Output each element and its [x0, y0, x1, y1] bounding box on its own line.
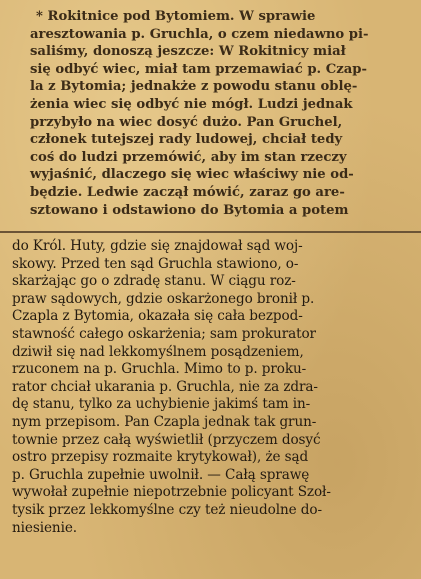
- top-article-line: * Rokitnice pod Bytomiem. W sprawie: [36, 9, 316, 24]
- bottom-article-line: niesienie.: [12, 519, 77, 536]
- top-article-line: będzie. Ledwie zaczął mówić, zaraz go are-: [30, 184, 345, 200]
- bottom-article-line: wywołał zupełnie niepotrzebnie policyant Szoł-: [12, 484, 331, 501]
- top-article-line: wyjaśnić, dlaczego się wiec właściwy nie od-: [30, 167, 354, 183]
- top-article-line: przybyło na wiec dosyć dużo. Pan Gruchel,: [30, 114, 343, 130]
- bottom-article-line: skowy. Przed ten sąd Gruchla stawiono, o-: [12, 255, 299, 272]
- bottom-article-line: tysik przez lekkomyślne czy też nieudolne do-: [12, 501, 322, 518]
- bottom-article-line: dę stanu, tylko za uchybienie jakimś tam in-: [12, 396, 311, 413]
- bottom-article-line: rzuconem na p. Gruchla. Mimo to p. proku-: [12, 361, 307, 378]
- column-divider: [0, 231, 421, 233]
- top-article-line: żenia wiec się odbyć nie mógł. Ludzi jednak: [30, 96, 353, 112]
- bottom-article-line: ostro przepisy rozmaite krytykował), że sąd: [12, 449, 309, 466]
- bottom-article: [0, 238, 421, 578]
- top-article-line: się odbyć wiec, miał tam przemawiać p. Czap-: [30, 61, 367, 77]
- bottom-article-line: do Król. Huty, gdzie się znajdował sąd woj-: [12, 238, 303, 254]
- bottom-article-line: nym przepisom. Pan Czapla jednak tak grun-: [12, 413, 317, 430]
- top-article-line: aresztowania p. Gruchla, o czem niedawno pi-: [30, 26, 369, 42]
- top-article-line: sztowano i odstawiono do Bytomia a potem: [30, 202, 349, 218]
- bottom-article-line: townie przez całą wyświetlił (przyczem dosyć: [12, 431, 321, 448]
- bottom-article-line: rator chciał ukarania p. Gruchla, nie za zdra-: [12, 378, 318, 395]
- top-article: [0, 0, 421, 230]
- bottom-article-line: p. Gruchla zupełnie uwolnił. — Całą sprawę: [12, 466, 310, 483]
- bottom-article-line: skarżając go o zdradę stanu. W ciągu roz-: [12, 273, 296, 290]
- top-article-line: saliśmy, donoszą jeszcze: W Rokitnicy miał: [30, 44, 346, 60]
- bottom-article-line: Czapla z Bytomia, okazała się cała bezpod-: [12, 308, 303, 325]
- top-article-line: la z Bytomia; jednakże z powodu stanu oblę-: [30, 79, 358, 95]
- top-article-line: coś do ludzi przemówić, aby im stan rzeczy: [30, 149, 347, 165]
- bottom-article-line: dziwił się nad lekkomyślnem posądzeniem,: [12, 343, 304, 360]
- bottom-article-line: praw sądowych, gdzie oskarżonego bronił p.: [12, 290, 315, 307]
- top-article-line: członek tutejszej rady ludowej, chciał tedy: [30, 132, 343, 148]
- bottom-article-line: stawność całego oskarżenia; sam prokurator: [12, 325, 316, 342]
